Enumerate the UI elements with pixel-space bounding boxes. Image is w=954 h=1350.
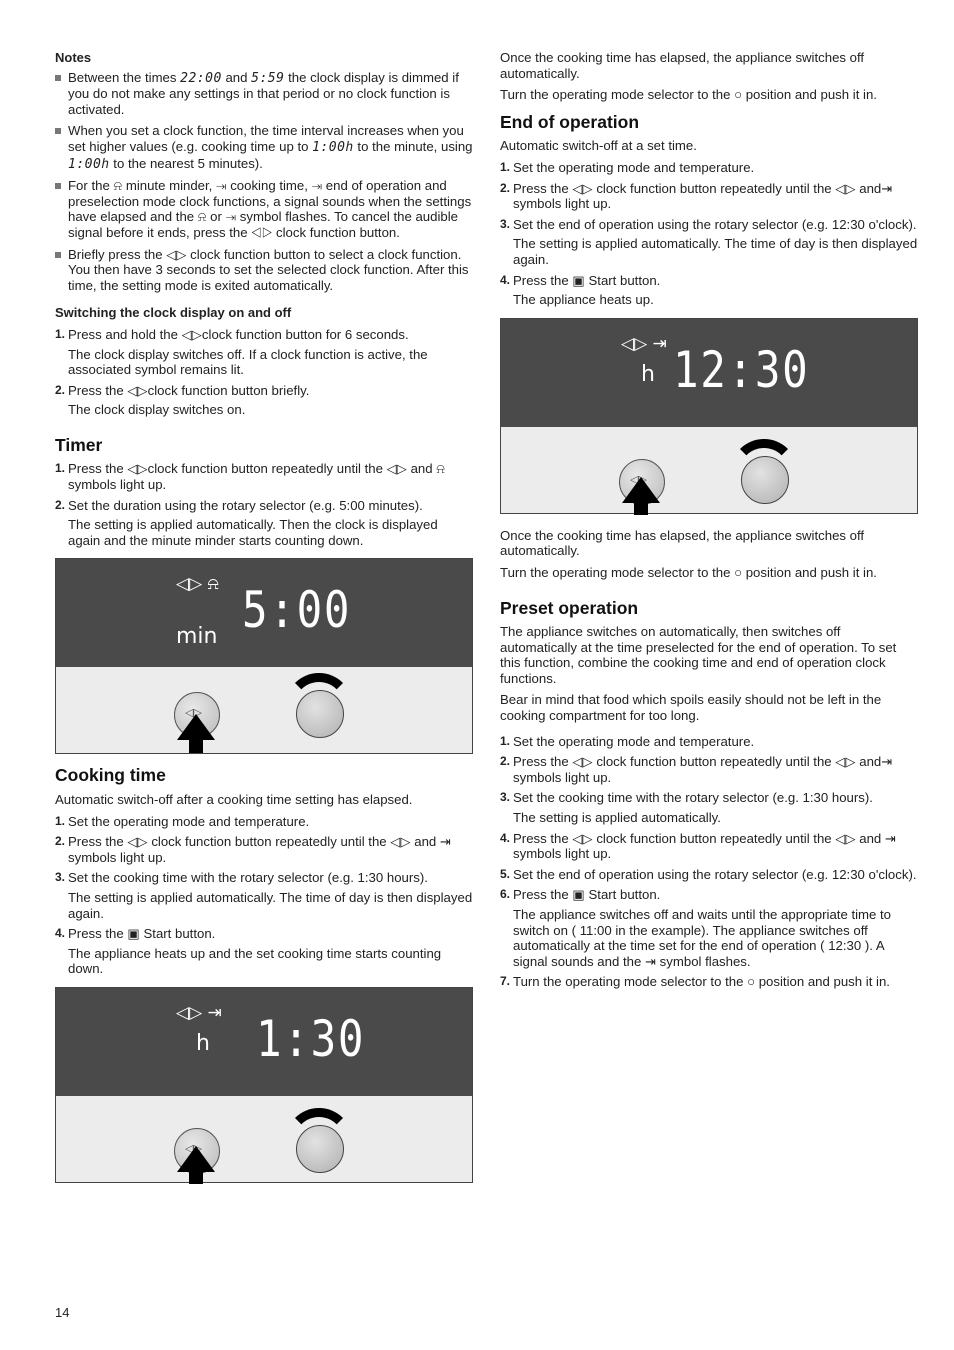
step-item: 6. Press the ▣ Start button. The appliance switches off and waits until the appropriate time to switch on ( 11:00 in the example). The appliance switches off automatically at the time set for the end of operation ( 12:30 ). A signal sounds and the ⇥ symbol flashes. <box>500 887 892 969</box>
step-item: 2. Set the duration using the rotary selector (e.g. 5:00 minutes). The setting is applied automatically. Then the clock is displayed again and the minute minder starts counting down. <box>55 497 438 548</box>
step-item: 1. Press the ◁▷clock function button repeatedly until the ◁▷ and ⍾ symbols light up. <box>55 461 445 493</box>
notes-list <box>55 70 473 294</box>
note-item: For the ⍾ minute minder, ⇥ cooking time, ⇥ end of operation and preselection mode clock functions, a signal sounds when the settings have elapsed and the ⍾ or ⇥ symbol flashes. To cancel the audible signal before it ends, press the ◁▷ clock function button. <box>55 178 473 240</box>
page-number: 14 <box>55 1305 70 1320</box>
preset-paragraph: Bear in mind that food which spoils easily should not be left in the cooking compartment for too long. <box>500 692 882 724</box>
display-screen <box>56 559 472 667</box>
note-item: Briefly press the ◁▷ clock function button to select a clock function. You then have 3 seconds to set the selected clock function. After this time, the setting mode is exited automatically. <box>55 247 473 294</box>
step-item: 1. Set the operating mode and temperature. <box>500 159 755 175</box>
display-symbols: ◁▷ ⍾ <box>176 574 219 595</box>
display-unit: h <box>196 1030 210 1056</box>
step-item: 4. Press the ◁▷ clock function button repeatedly until the ◁▷ and ⇥ symbols light up. <box>500 830 896 862</box>
after-paragraph: Once the cooking time has elapsed, the appliance switches off automatically. <box>500 527 865 559</box>
cooking-steps <box>55 814 473 977</box>
step-item: 1. Press and hold the ◁▷clock function button for 6 seconds. The clock display switches off. If a clock function is active, the associated symbol remains lit. <box>55 326 428 378</box>
step-item: 2. Press the ◁▷ clock function button repeatedly until the ◁▷ and ⇥ symbols light up. <box>55 834 451 865</box>
display-digits: 1:30 <box>256 1009 366 1068</box>
press-arrow-icon <box>177 1146 215 1172</box>
cooking-time-title: Cooking time <box>55 765 166 786</box>
intro-paragraph: Once the cooking time has elapsed, the appliance switches off automatically. <box>500 50 865 81</box>
display-unit: h <box>641 361 655 387</box>
step-item: 3. Set the cooking time with the rotary selector (e.g. 1:30 hours). The setting is applied automatically. The time of day is then displayed again. <box>55 870 473 921</box>
notes-title: Notes <box>55 50 92 65</box>
timer-title: Timer <box>55 434 103 455</box>
display-symbols: ◁▷ ⇥ <box>621 333 667 354</box>
timer-steps <box>55 461 473 548</box>
end-steps <box>500 160 918 308</box>
end-of-operation-display-illustration <box>500 318 918 514</box>
display-digits: 12:30 <box>673 340 810 399</box>
end-of-operation-title: End of operation <box>500 111 640 132</box>
display-screen <box>501 319 917 427</box>
end-of-operation-intro: Automatic switch-off at a set time. <box>500 138 697 154</box>
press-arrow-icon <box>177 714 215 740</box>
step-item: 1. Set the operating mode and temperature. <box>500 733 755 749</box>
step-item: 4. Press the ▣ Start button. The appliance heats up. <box>500 272 661 308</box>
step-item: 1. Set the operating mode and temperature. <box>55 813 310 829</box>
clock-function-icon: ◁▷ <box>185 706 202 720</box>
preset-steps <box>500 734 918 990</box>
clock-function-icon: ◁▷ <box>630 472 647 486</box>
intro-paragraph: Turn the operating mode selector to the ○ position and push it in. <box>500 87 877 103</box>
switch-steps <box>55 327 473 418</box>
step-item: 3. Set the end of operation using the rotary selector (e.g. 12:30 o'clock). The setting is applied automatically. The time of day is then displayed again. <box>500 216 918 267</box>
display-symbols: ◁▷ ⇥ <box>176 1002 222 1023</box>
clock-function-icon: ◁▷ <box>185 1141 202 1155</box>
display-unit: min <box>176 624 218 650</box>
left-column <box>55 50 473 1197</box>
step-item: 5. Set the end of operation using the rotary selector (e.g. 12:30 o'clock). <box>500 866 917 882</box>
step-item: 2. Press the ◁▷clock function button briefly. The clock display switches on. <box>55 382 310 418</box>
display-digits: 5:00 <box>242 581 352 640</box>
note-item: When you set a clock function, the time interval increases when you set higher values (e.g. cooking time up to 1:00h to the minute, using 1:00h to the nearest 5 minutes). <box>55 123 473 172</box>
preset-paragraph: The appliance switches on automatically, then switches off automatically at the time preselected for the end of operation. To set this function, combine the cooking time and end of operation clock functions. <box>500 624 897 686</box>
right-column <box>500 50 918 995</box>
step-item: 2. Press the ◁▷ clock function button repeatedly until the ◁▷ and⇥ symbols light up. <box>500 754 893 785</box>
rotary-selector-knob[interactable] <box>741 456 789 504</box>
note-item: Between the times 22:00 and 5:59 the clock display is dimmed if you do not make any settings in that period or no clock function is activated. <box>55 70 473 118</box>
step-item: 3. Set the cooking time with the rotary selector (e.g. 1:30 hours). The setting is applied automatically. <box>500 790 873 826</box>
rotary-selector-knob[interactable] <box>296 1125 344 1173</box>
preset-operation-title: Preset operation <box>500 597 639 618</box>
cooking-time-intro: Automatic switch-off after a cooking time setting has elapsed. <box>55 792 413 808</box>
after-paragraph: Turn the operating mode selector to the ○ position and push it in. <box>500 564 877 580</box>
step-item: 7. Turn the operating mode selector to the ○ position and push it in. <box>500 974 890 990</box>
switch-display-title: Switching the clock display on and off <box>55 305 292 321</box>
cooking-time-display-illustration <box>55 987 473 1183</box>
step-item: 2. Press the ◁▷ clock function button repeatedly until the ◁▷ and⇥ symbols light up. <box>500 180 893 212</box>
display-screen <box>56 988 472 1096</box>
press-arrow-icon <box>622 477 660 503</box>
step-item: 4. Press the ▣ Start button. The appliance heats up and the set cooking time starts counting down. <box>55 926 442 977</box>
timer-display-illustration <box>55 558 473 754</box>
